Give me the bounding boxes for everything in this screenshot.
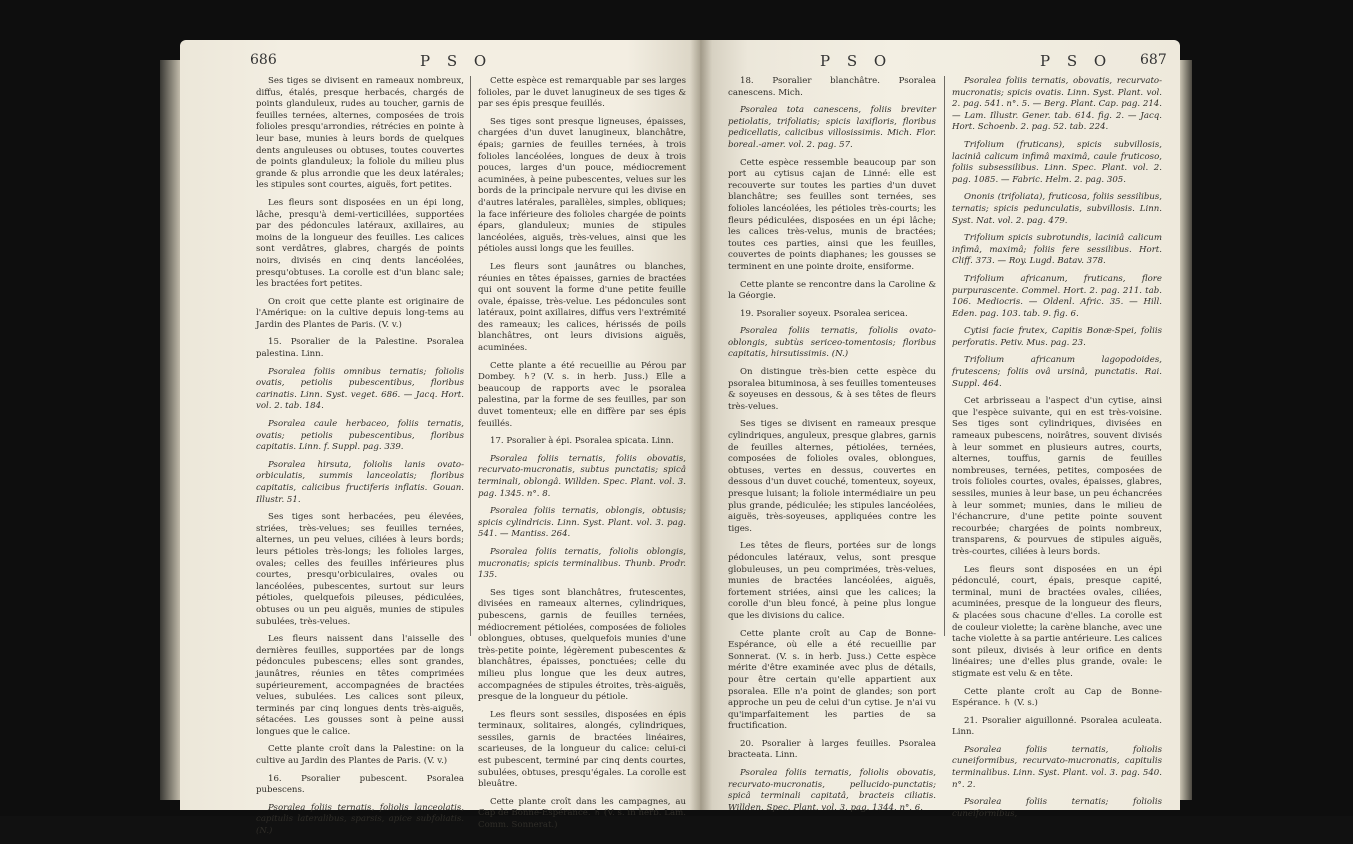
citation: Psoralea foliis ternatis, foliolis obovatis, recurvato-mucronatis, pellucido-punctatis; spicâ terminali capitatâ, bracteis ciliatis. Willden. Spec. Plant. vol. 3. pag. 1344. n°. 6. — [728, 768, 936, 813]
citation: Psoralea foliis ternatis, foliis obovatis, recurvato-mucronatis, subtus punctatis; spicâ terminali, oblongâ. Willden. Spec. Plant. vol. 3. pag. 1345. n°. 8. — [478, 453, 686, 499]
paragraph: Ses tiges sont presque ligneuses, épaisses, chargées d'un duvet lanugineux, blanchâtre, épais; garnies de feuilles ternées, à trois folioles lancéolées, longues de deux à trois pouces, larges d'un pouce, médiocrement acuminées, à peine pubescentes, velues sur les bords de la principale nervure qui les divise en d'autres latérales, parallèles, simples, obliques; la face inférieure des folioles chargée de points épars, glanduleux; munies de stipules lancéolées, aiguës, très-velues, ainsi que les pétioles aussi longs que les feuilles. — [478, 116, 686, 255]
right-column-1 — [728, 76, 936, 820]
paragraph: Les fleurs naissent dans l'aisselle des dernières feuilles, supportées par de longs pédoncules pubescens; elles sont grandes, jaunâtres, réunies en têtes comprimées supérieurement, accompagnées de bractées velues, subulées. Les calices sont pileux, terminés par cinq longues dents très-aiguës, sétacées. Les gousses sont à peine aussi longues que le calice. — [256, 634, 464, 737]
book-edge-left — [160, 60, 182, 800]
entry-heading: 19. Psoralier soyeux. Psoralea sericea. — [740, 308, 908, 319]
paragraph: Les fleurs sont disposées en un épi long, lâche, presqu'à demi-verticillées, supportées par des pédoncules latéraux, axillaires, au moins de la longueur des feuilles. Les calices sont verdâtres, glabres, chargés de points noirs, divisés en cinq dents lancéolées, presqu'obtuses. La corolle est d'un blanc sale; les bractées fort petites. — [256, 197, 464, 290]
paragraph: Ses tiges sont blanchâtres, frutescentes, divisées en rameaux alternes, cylindriques, pubescens, garnis de feuilles ternées, médiocrement pétiolées, composées de folioles oblongues, obtuses, quelquefois munies d'une très-petite pointe, légèrement pubescentes & blanchâtres, épaisses, ponctuées; celle du milieu plus longue que les deux autres, accompagnées de stipules étroites, très-aiguës, presque de la longueur du pétiole. — [478, 587, 686, 703]
paragraph: Ses tiges sont herbacées, peu élevées, striées, très-velues; ses feuilles ternées, alternes, un peu velues, ciliées à leurs bords; leurs pétioles très-longs; les folioles larges, ovales; celles des feuilles inférieures plus courtes, presqu'orbiculaires, ovales ou lancéolées, pubescentes, surtout sur leurs pétioles, quelquefois pileuses, pédiculées, obtuses ou un peu aiguës, munies de stipules subulées, très-velues. — [256, 512, 464, 627]
citation: Psoralea foliis ternatis; foliolis cuneiformibus, — [952, 797, 1162, 819]
left-column-1 — [256, 76, 464, 844]
citation: Psoralea foliis ternatis, oblongis, obtusis; spicis cylindricis. Linn. Syst. Plant. vol. 3. pag. 541. — Mantiss. 264. — [478, 506, 686, 540]
entry-heading: 16. Psoralier pubescent. Psoralea pubescens. — [256, 773, 464, 796]
right-running-head-left: P S O — [820, 52, 893, 70]
paragraph: Cette plante croît dans les campagnes, au Cap de Bonne-Espérance. ♄ (V. s. in herb. Lam. Comm. Sonnerat.) — [478, 796, 686, 831]
citation: Trifolium africanum lagopodoides, frutescens; foliis ovâ ursinâ, punctatis. Rai. Suppl. 464. — [952, 355, 1162, 389]
paragraph: On distingue très-bien cette espèce du psoralea bituminosa, à ses feuilles tomenteuses & soyeuses en dessous, & à ses têtes de fleurs très-velues. — [728, 367, 936, 412]
paragraph: Cette espèce est remarquable par ses larges folioles, par le duvet lanugineux de ses tiges & par ses épis presque feuillés. — [478, 76, 686, 110]
citation: Ononis (trifoliata), fruticosa, foliis sessilibus, ternatis; spicis pedunculatis, subvillosis. Linn. Syst. Nat. vol. 2. pag. 479. — [952, 192, 1162, 226]
right-column-2 — [952, 76, 1162, 826]
paragraph: Ses tiges se divisent en rameaux nombreux, diffus, étalés, presque herbacés, chargés de points glanduleux, rudes au toucher, garnis de feuilles ternées, alternes, composées de trois folioles presqu'arrondies, rétrécies en pointe à leur base, munies à leurs bords de quelques dents anguleuses ou obtuses, toutes couvertes de points glanduleux; la foliole du milieu plus grande & plus arrondie que les deux latérales; les stipules sont courtes, aiguës, fort petites. — [256, 76, 464, 191]
paragraph: Cet arbrisseau a l'aspect d'un cytise, ainsi que l'espèce suivante, qui en est très-voisine. Ses tiges sont cylindriques, divisées en rameaux pubescens, noirâtres, souvent divisés à leur sommet en plusieurs autres, courts, alternes, touffus, garnis de feuilles nombreuses, ternées, petites, composées de trois folioles courtes, ovales, épaisses, glabres, sessiles, munies à leur base, un peu échancrées à leur sommet; munies, dans le milieu de l'échancrure, d'une petite pointe souvent recourbée; chargées de points nombreux, transparens, & pourvues de stipules aiguës, très-courtes, ciliées à leurs bords. — [952, 396, 1162, 557]
citation: Psoralea tota canescens, foliis breviter petiolatis, trifoliatis; spicis laxifloris, floribus pedicellatis, calicibus villosissimis. Mich. Flor. boreal.-amer. vol. 2. pag. 57. — [728, 105, 936, 150]
citation: Psoralea foliis omnibus ternatis; foliolis ovatis, petiolis pubescentibus, floribus carinatis. Linn. Syst. veget. 686. — Jacq. Hort. vol. 2. tab. 184. — [256, 366, 464, 412]
entry-heading: 17. Psoralier à épi. Psoralea spicata. Linn. — [490, 436, 674, 447]
paragraph: Les fleurs sont jaunâtres ou blanches, réunies en têtes épaisses, garnies de bractées qui ont souvent la forme d'une petite feuille ovale, épaisse, très-velue. Les pédoncules sont latéraux, point axillaires, diffus vers l'extrémité des rameaux; les calices, hérissés de poils blanchâtres, ont leurs divisions aiguës, acuminées. — [478, 261, 686, 354]
paragraph: Ses tiges se divisent en rameaux presque cylindriques, anguleux, presque glabres, garnis de feuilles alternes, pétiolées, ternées, composées de folioles ovales, oblongues, obtuses, vertes en dessus, couvertes en dessous d'un duvet couché, tomenteux, soyeux, presque luisant; la foliole intermédiaire un peu plus grande, pédiculée; les stipules lancéolées, aiguës, très-soyeuses, appliquées contre les tiges. — [728, 419, 936, 534]
entry-heading: 18. Psoralier blanchâtre. Psoralea canescens. Mich. — [728, 76, 936, 98]
citation: Cytisi facie frutex, Capitis Bonæ-Spei, foliis perforatis. Petiv. Mus. pag. 23. — [952, 326, 1162, 348]
column-separator — [470, 76, 471, 636]
paragraph: Cette plante se rencontre dans la Caroline & la Géorgie. — [728, 279, 936, 302]
left-running-head: P S O — [420, 52, 493, 70]
entry-heading: 21. Psoralier aiguillonné. Psoralea aculeata. Linn. — [952, 715, 1162, 738]
paragraph: On croit que cette plante est originaire de l'Amérique: on la cultive depuis long-tems au Jardin des Plantes de Paris. (V. v.) — [256, 296, 464, 330]
column-separator — [944, 76, 945, 636]
paragraph: Cette plante croît au Cap de Bonne-Espérance. ♄ (V. s.) — [952, 686, 1162, 709]
entry-heading: 20. Psoralier à larges feuilles. Psoralea bracteata. Linn. — [728, 738, 936, 761]
paragraph: Les têtes de fleurs, portées sur de longs pédoncules latéraux, velus, sont presque globuleuses, un peu comprimées, très-velues, munies de bractées lancéolées, aiguës, fortement striées, ainsi que les calices; la corolle d'un bleu foncé, à peine plus longue que les divisions du calice. — [728, 541, 936, 621]
citation: Trifolium africanum, fruticans, flore purpurascente. Commel. Hort. 2. pag. 211. tab. 106. Mediocris. — Oldenl. Afric. 35. — Hill. Eden. pag. 103. tab. 9. fig. 6. — [952, 273, 1162, 319]
entry-heading: 15. Psoralier de la Palestine. Psoralea palestina. Linn. — [256, 337, 464, 360]
citation: Psoralea foliis ternatis, foliolis lanceolatis, capitulis lateralibus, sparsis, apice subfoliatis. (N.) — [256, 802, 464, 837]
citation: Psoralea foliis ternatis, foliolis ovato-oblongis, subtùs sericeo-tomentosis; floribus capitatis, hirsutissimis. (N.) — [728, 326, 936, 360]
book-gutter — [690, 40, 712, 810]
right-page — [700, 40, 1180, 819]
paragraph: Cette plante croît dans la Palestine: on la cultive au Jardin des Plantes de Paris. (V. v.) — [256, 744, 464, 767]
left-page — [180, 40, 700, 837]
right-page-number: 687 — [1140, 52, 1167, 68]
citation: Psoralea hirsuta, foliolis lanis ovato-orbiculatis, summis lanceolatis; floribus capitatis, calicibus fructiferis inflatis. Gouan. Illustr. 51. — [256, 459, 464, 505]
paragraph: Les fleurs sont sessiles, disposées en épis terminaux, solitaires, alongés, cylindriques, sessiles, garnis de bractées linéaires, scarieuses, de la longueur du calice: celui-ci est pubescent, terminé par cinq dents courtes, subulées, obtuses, presqu'égales. La corolle est bleuâtre. — [478, 709, 686, 790]
left-page-number: 686 — [250, 52, 277, 68]
book-edge-right — [1178, 60, 1192, 800]
right-running-head-right: P S O — [1040, 52, 1113, 70]
paragraph: Cette espèce ressemble beaucoup par son port au cytisus cajan de Linné: elle est recouverte sur toutes les parties d'un duvet blanchâtre; ses feuilles sont ternées, ses folioles lancéolées, les pétioles très-courts; les fleurs pédiculées, disposées en un épi lâche; les calices très-velus, munis de bractées; toutes ces parties, ainsi que les feuilles, couvertes de points diaphanes; les gousses se terminent en une pointe droite, ensiforme. — [728, 157, 936, 272]
paragraph: Cette plante a été recueillie au Pérou par Dombey. ♄? (V. s. in herb. Juss.) Elle a beaucoup de rapports avec le psoralea palestina, par la forme de ses feuilles, par son duvet tomenteux; elle en diffère par ses épis feuillés. — [478, 360, 686, 429]
citation: Psoralea foliis ternatis, foliolis oblongis, mucronatis; spicis terminalibus. Thunb. Prodr. 135. — [478, 546, 686, 581]
citation: Trifolium (fruticans), spicis subvillosis, laciniâ calicum infimâ maximâ, caule fruticoso, foliis subsessilibus. Linn. Spec. Plant. vol. 2. pag. 1085. — Fabric. Helm. 2. pag. 305. — [952, 139, 1162, 185]
citation: Trifolium spicis subrotundis, laciniâ calicum infimâ, maximâ; foliis fere sessilibus. Hort. Cliff. 373. — Roy. Lugd. Batav. 378. — [952, 233, 1162, 267]
citation: Psoralea caule herbaceo, foliis ternatis, ovatis; petiolis pubescentibus, floribus capitatis. Linn. f. Suppl. pag. 339. — [256, 419, 464, 453]
paragraph: Les fleurs sont disposées en un épi pédonculé, court, épais, presque capité, terminal, muni de bractées ovales, ciliées, acuminées, presque de la longueur des fleurs, & placées sous chacune d'elles. La corolle est de couleur violette; la carène blanche, avec une tache violette à sa partie antérieure. Les calices sont pileux, divisés à leur orifice en dents linéaires; une d'elles plus grande, ovale: le stigmate est velu & en tête. — [952, 564, 1162, 679]
citation: Psoralea foliis ternatis, foliolis cuneiformibus, recurvato-mucronatis, capitulis terminalibus. Linn. Syst. Plant. vol. 3. pag. 540. n°. 2. — [952, 744, 1162, 790]
citation: Psoralea foliis ternatis, obovatis, recurvato-mucronatis; spicis ovatis. Linn. Syst. Plant. vol. 2. pag. 541. n°. 5. — Berg. Plant. Cap. pag. 214. — Lam. Illustr. Gener. tab. 614. fig. 2. — Jacq. Hort. Schoenb. 2. pag. 52. tab. 224. — [952, 76, 1162, 133]
paragraph: Cette plante croît au Cap de Bonne-Espérance, où elle a été recueillie par Sonnerat. (V. s. in herb. Juss.) Cette espèce mérite d'être examinée avec plus de détails, pour être certain qu'elle appartient aux psoralea. Elle n'a point de glandes; son port approche un peu de celui d'un cytise. Je n'ai vu qu'imparfaitement les parties de sa fructification. — [728, 628, 936, 732]
left-column-2 — [478, 76, 686, 838]
